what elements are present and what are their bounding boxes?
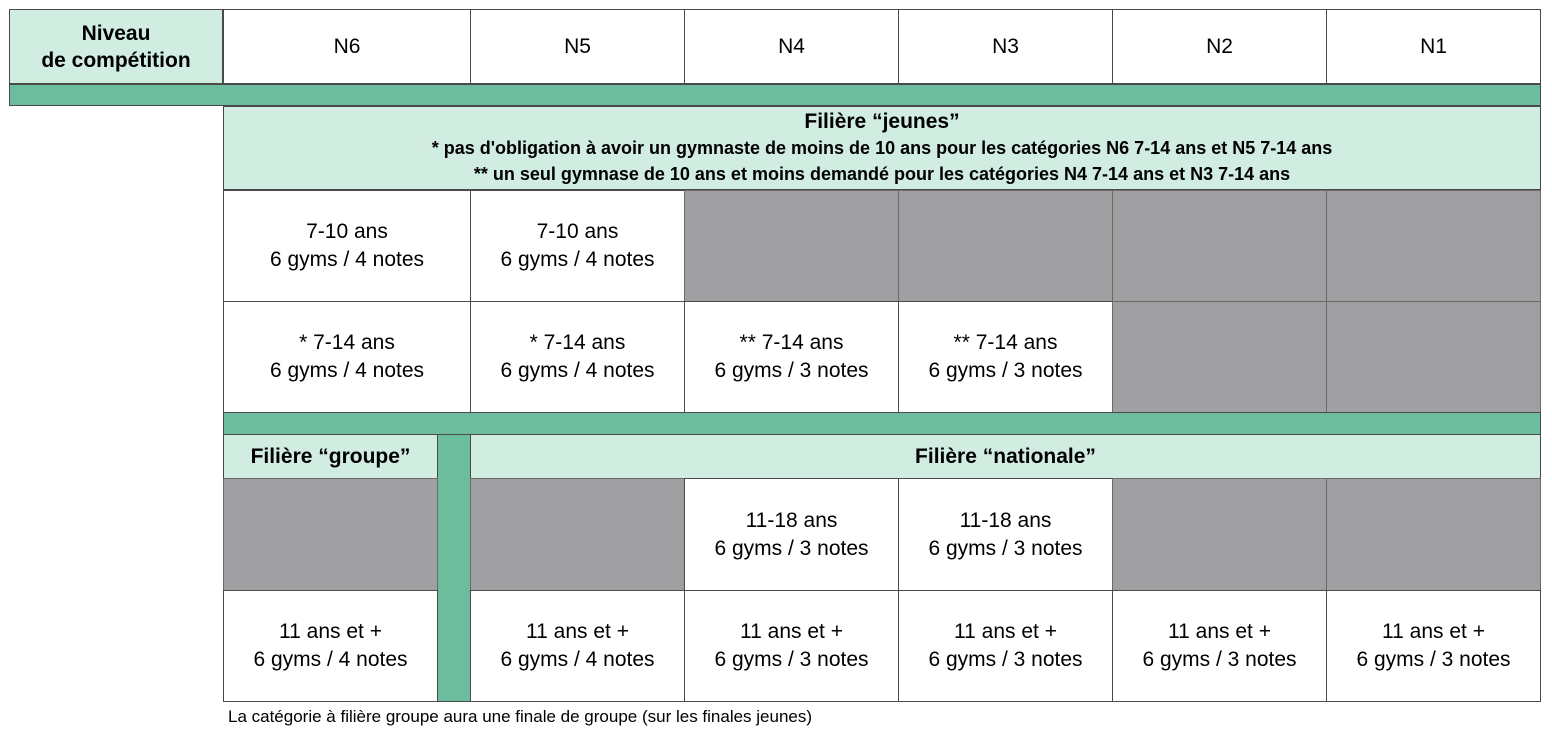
category-detail: 6 gyms / 4 notes xyxy=(500,359,655,382)
nationale-r2-n2 xyxy=(1112,590,1327,702)
category-age: 11 ans et + xyxy=(954,620,1057,643)
jeunes-note-1: * pas d'obligation à avoir un gymnaste de moins de 10 ans pour les catégories N6 7-14 ans et N5 7-14 ans xyxy=(431,138,1333,158)
category-age: 11-18 ans xyxy=(959,508,1052,532)
jeunes-r1-n6 xyxy=(223,190,471,302)
category-age: ** 7-14 ans xyxy=(739,331,844,354)
category-age: 7-10 ans xyxy=(306,220,388,243)
level-header-line2: de compétition xyxy=(41,48,191,72)
nationale-r1-n2-empty xyxy=(1112,478,1327,591)
jeunes-r2-n2-empty xyxy=(1112,301,1327,413)
nationale-r1-n1-empty xyxy=(1326,478,1541,591)
category-age: 11 ans et + xyxy=(1382,620,1485,643)
nationale-r2-n3 xyxy=(898,590,1113,702)
nationale-r2-n5 xyxy=(470,590,685,702)
groupe-header: Filière “groupe” xyxy=(223,434,438,479)
separator-bar-middle xyxy=(223,412,1541,435)
level-n6: N6 xyxy=(223,9,471,84)
category-detail: 6 gyms / 4 notes xyxy=(269,359,425,382)
level-n3: N3 xyxy=(898,9,1113,84)
category-detail: 6 gyms / 3 notes xyxy=(714,536,869,560)
groupe-r1-n6-empty xyxy=(223,478,438,591)
level-n5: N5 xyxy=(470,9,685,84)
nationale-header: Filière “nationale” xyxy=(470,434,1541,479)
footer-note: La catégorie à filière groupe aura une finale de groupe (sur les finales jeunes) xyxy=(228,707,813,726)
jeunes-r1-n3-empty xyxy=(898,190,1113,302)
category-detail: 6 gyms / 3 notes xyxy=(928,359,1083,382)
level-n1: N1 xyxy=(1326,9,1541,84)
separator-bar-top xyxy=(9,84,1541,106)
jeunes-r1-n4-empty xyxy=(684,190,899,302)
category-detail: 6 gyms / 4 notes xyxy=(500,248,655,271)
category-detail: 6 gyms / 4 notes xyxy=(253,648,408,671)
nationale-r1-n5-empty xyxy=(470,478,685,591)
jeunes-r2-n5 xyxy=(470,301,685,413)
nationale-r2-n1 xyxy=(1326,590,1541,702)
jeunes-header xyxy=(223,106,1541,190)
category-age: * 7-14 ans xyxy=(299,331,395,354)
category-detail: 6 gyms / 3 notes xyxy=(928,648,1083,671)
category-age: 11-18 ans xyxy=(745,508,838,532)
jeunes-r2-n3 xyxy=(898,301,1113,413)
level-header xyxy=(9,9,223,84)
category-age: 11 ans et + xyxy=(526,620,629,643)
jeunes-note-2: ** un seul gymnase de 10 ans et moins demandé pour les catégories N4 7-14 ans et N3 7-14 ans xyxy=(473,164,1291,184)
nationale-r2-n4 xyxy=(684,590,899,702)
category-age: 11 ans et + xyxy=(279,620,382,643)
jeunes-r1-n2-empty xyxy=(1112,190,1327,302)
category-detail: 6 gyms / 3 notes xyxy=(1356,648,1511,671)
category-detail: 6 gyms / 3 notes xyxy=(714,359,869,382)
level-n2: N2 xyxy=(1112,9,1327,84)
category-age: 11 ans et + xyxy=(1168,620,1271,643)
category-detail: 6 gyms / 3 notes xyxy=(928,536,1083,560)
jeunes-title: Filière “jeunes” xyxy=(804,110,960,133)
category-age: 7-10 ans xyxy=(536,220,619,243)
jeunes-r1-n1-empty xyxy=(1326,190,1541,302)
category-detail: 6 gyms / 4 notes xyxy=(269,248,425,271)
jeunes-r1-n5 xyxy=(470,190,685,302)
jeunes-r2-n6 xyxy=(223,301,471,413)
jeunes-r2-n4 xyxy=(684,301,899,413)
separator-bar-vertical xyxy=(437,434,471,702)
category-age: 11 ans et + xyxy=(740,620,843,643)
jeunes-r2-n1-empty xyxy=(1326,301,1541,413)
groupe-r2-n6 xyxy=(223,590,438,702)
category-age: * 7-14 ans xyxy=(529,331,626,354)
level-header-line1: Niveau xyxy=(81,21,151,45)
category-detail: 6 gyms / 3 notes xyxy=(1142,648,1297,671)
nationale-r1-n3 xyxy=(898,478,1113,591)
category-detail: 6 gyms / 4 notes xyxy=(500,648,655,671)
nationale-r1-n4 xyxy=(684,478,899,591)
category-age: ** 7-14 ans xyxy=(953,331,1058,354)
level-n4: N4 xyxy=(684,9,899,84)
category-detail: 6 gyms / 3 notes xyxy=(714,648,869,671)
